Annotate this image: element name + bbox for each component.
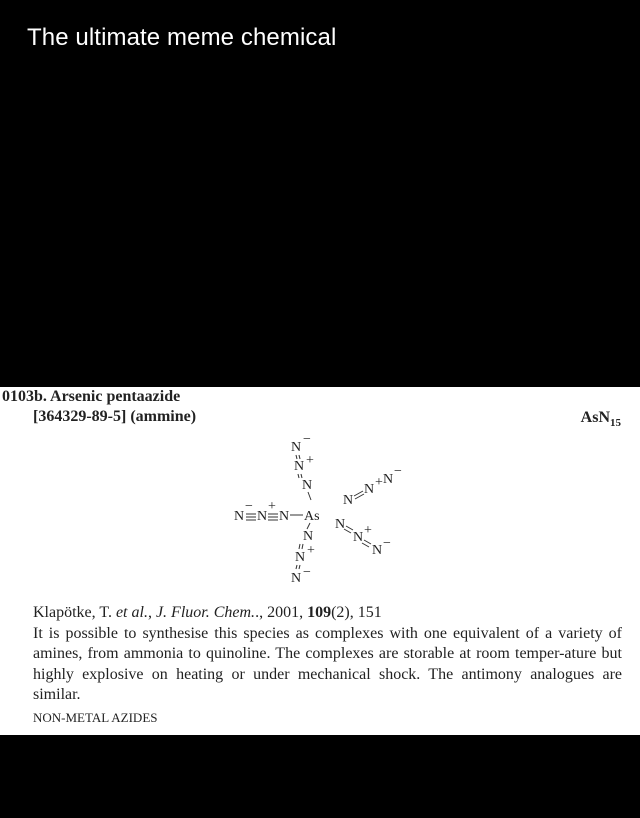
atom-n: N [335, 517, 346, 532]
charge-plus: + [268, 499, 276, 514]
formula-main: AsN [580, 409, 610, 426]
entry-heading: 0103b. Arsenic pentaazide [2, 388, 181, 405]
formula-subscript: 15 [610, 417, 621, 430]
charge-minus: − [303, 432, 311, 447]
book-excerpt [0, 387, 640, 735]
atom-n: N [302, 478, 313, 493]
ref-sep: , [147, 604, 156, 621]
ref-etal: et al. [115, 604, 148, 621]
charge-minus: − [303, 565, 311, 580]
atom-n: N [291, 571, 302, 586]
atom-n: N [353, 530, 364, 545]
charge-plus: + [307, 543, 315, 558]
ref-pages: (2), 151 [331, 604, 382, 621]
atom-n: N [257, 509, 268, 524]
atom-n: N [295, 550, 306, 565]
ref-year: ., 2001, [255, 604, 308, 621]
atom-as: As [304, 509, 320, 524]
cas-number: [364329-89-5] (ammine) [33, 408, 197, 425]
charge-plus: + [375, 475, 383, 490]
charge-minus: − [245, 499, 253, 514]
atom-n: N [291, 440, 302, 455]
ref-volume: 109 [307, 604, 332, 621]
atom-n: N [372, 543, 383, 558]
atom-n: N [294, 459, 305, 474]
category-label: NON-METAL AZIDES [33, 709, 158, 725]
charge-minus: − [383, 536, 391, 551]
ref-journal: J. Fluor. Chem. [155, 604, 256, 621]
atom-n: N [343, 493, 354, 508]
charge-plus: + [364, 523, 372, 538]
atom-labels [234, 432, 402, 586]
reference [33, 603, 622, 624]
atom-n: N [303, 529, 314, 544]
post-title: The ultimate meme chemical [27, 24, 337, 51]
structure-diagram [0, 387, 640, 597]
entry-body [33, 603, 622, 729]
ref-authors: Klapötke, T. [33, 604, 116, 621]
description: It is possible to synthesise this species as complexes with one equivalent of a variety of amines, from ammonia to quinoline. The complexes are storable at room temper-ature but highly explosive on heating or under mechanical shock. The antimony analogues are similar. [33, 624, 622, 704]
atom-n: N [364, 482, 375, 497]
atom-n: N [383, 472, 394, 487]
charge-plus: + [306, 453, 314, 468]
atom-n: N [279, 509, 290, 524]
atom-n: N [234, 509, 245, 524]
charge-minus: − [394, 464, 402, 479]
